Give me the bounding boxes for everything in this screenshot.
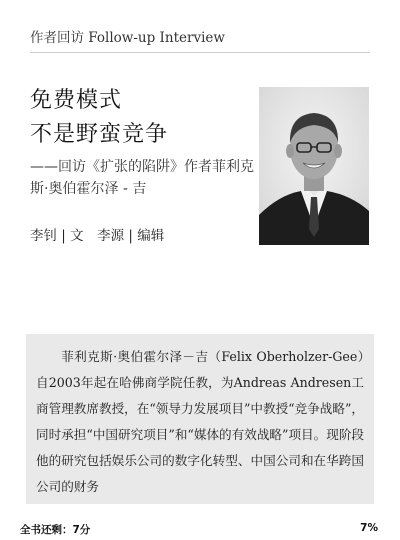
reading-progress-percent: 7% [360, 522, 378, 534]
time-remaining: 全书还剩：7分 [20, 524, 91, 536]
author-portrait-image [259, 87, 369, 245]
article-subtitle: ——回访《扩张的陷阱》作者菲利克斯·奥伯霍尔泽 - 吉 [30, 159, 254, 197]
byline: 李钊 | 文 李源 | 编辑 [30, 228, 165, 244]
title-line-1: 免费模式 [30, 88, 123, 113]
title-line-2: 不是野蛮竞争 [30, 122, 169, 147]
reader-footer [0, 518, 400, 540]
section-label: 作者回访 Follow-up Interview [30, 30, 225, 46]
author-photo [259, 87, 369, 245]
section-header [30, 26, 370, 53]
article-title [30, 84, 168, 152]
author-bio-block [26, 334, 374, 504]
author-bio-text: 菲利克斯·奥伯霍尔泽－吉（Felix Oberholzer-Gee）自2003年起在哈佛商学院任教，为Andreas Andresen工商管理教席教授，在“领导力发展项目”中教授“竞争战略”，同时承担“中国研究项目”和“媒体的有效战略”项目。现阶段他的研究包括娱乐公司的数字化转型、中国公司和在华跨国公司的财务 [36, 349, 365, 494]
